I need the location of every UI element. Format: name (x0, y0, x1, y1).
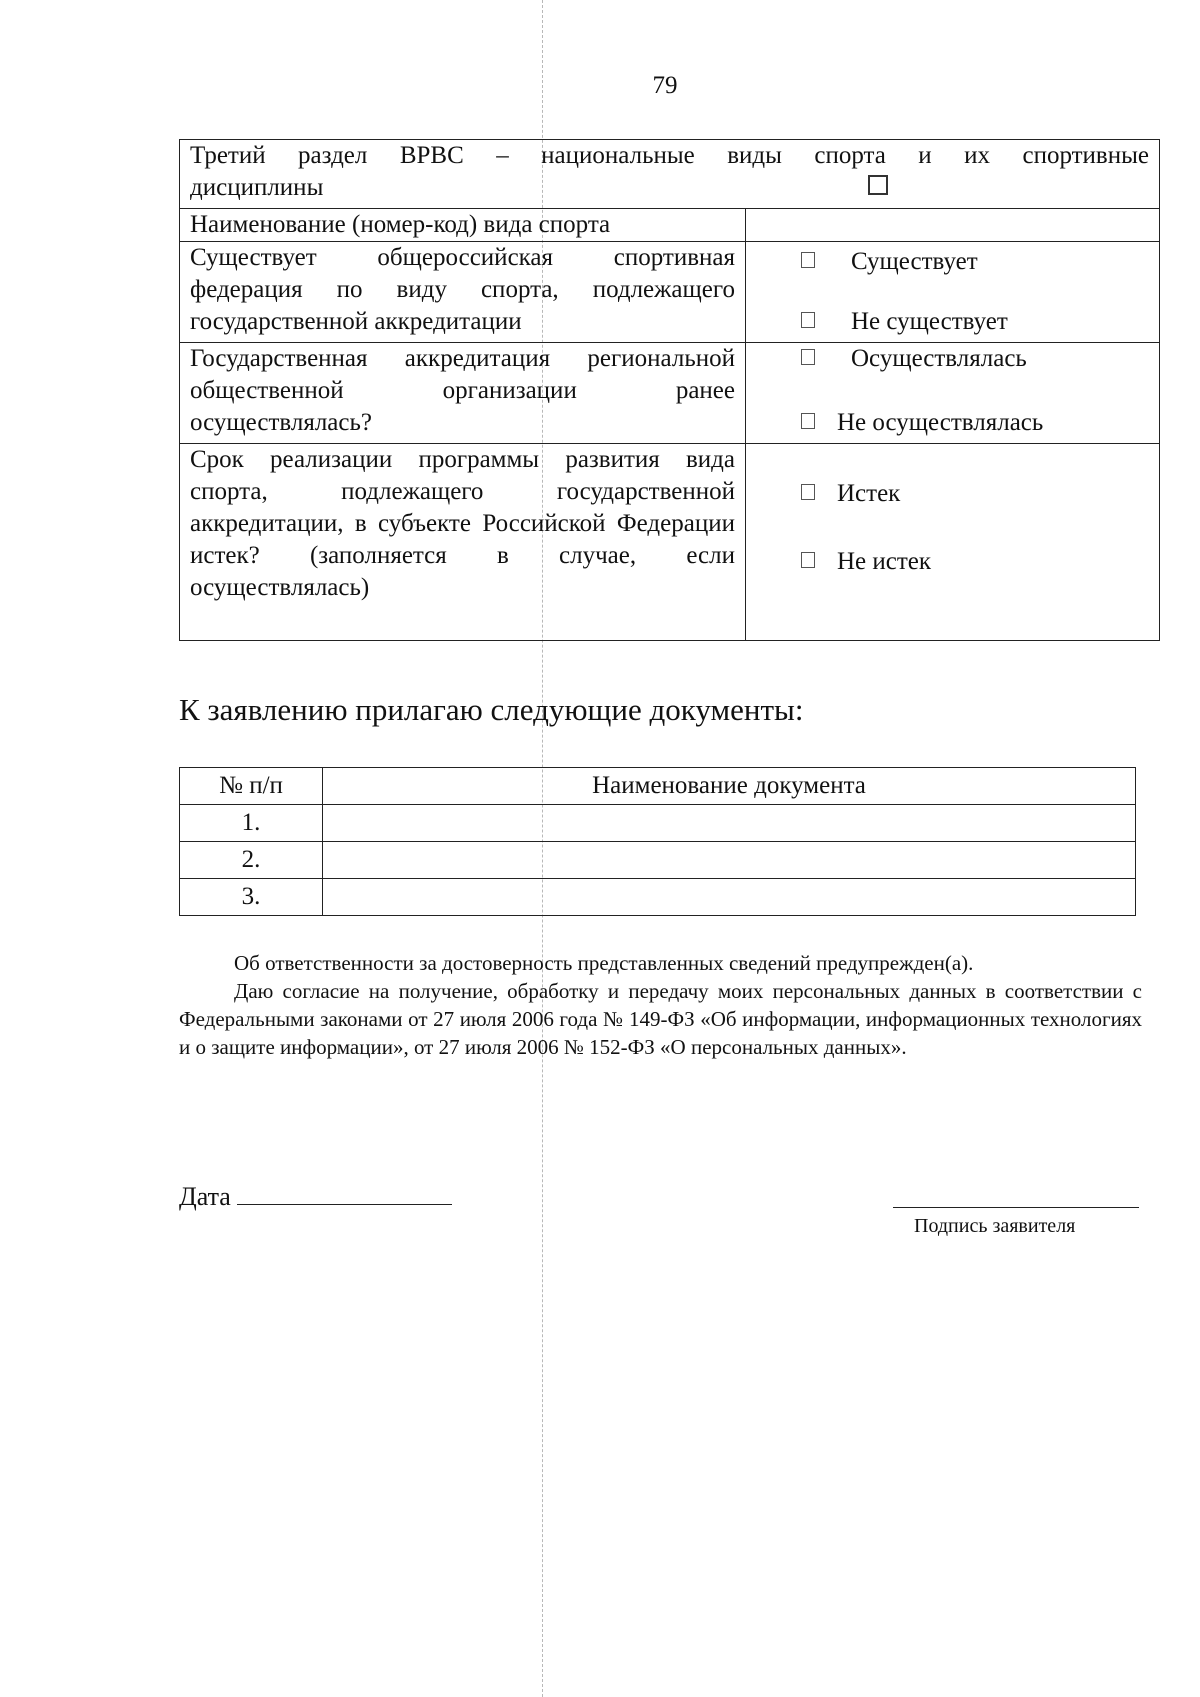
sport-name-input[interactable] (746, 209, 1160, 242)
checkbox-icon[interactable] (801, 552, 815, 568)
consent-statement: Даю согласие на получение, обработку и передачу моих персональных данных в соответствии с Федеральными законами от 27 июля 2006 года № 149-ФЗ «Об информации, информационных технологиях и о защите информации», от 27 июля 2006 № 152-ФЗ «О персональных данных». (179, 979, 1142, 1059)
checkbox-icon[interactable] (801, 413, 815, 429)
column-header-number: № п/п (180, 768, 323, 805)
date-input[interactable] (237, 1180, 452, 1205)
date-label: Дата (179, 1182, 231, 1211)
table-row (180, 805, 1136, 842)
signature-label: Подпись заявителя (914, 1215, 1076, 1237)
table-header-row (180, 768, 1136, 805)
checkbox-icon[interactable] (801, 484, 815, 500)
document-name-input[interactable] (323, 842, 1136, 879)
program-question: Срок реализации программы развития вида спорта, подлежащего государственной аккредитации, в субъекте Российской Федерации истек? (заполняется в случае, если осуществлялась) (180, 444, 746, 641)
sport-name-label: Наименование (номер-код) вида спорта (180, 209, 746, 242)
section-title-line1: Третий раздел ВРВС – национальные виды спорта и их спортивные (190, 142, 1149, 169)
program-option-yes[interactable]: Истек (801, 478, 1159, 510)
column-header-name: Наименование документа (323, 768, 1136, 805)
federation-option-no[interactable]: Не существует (801, 306, 1159, 338)
checkbox-icon[interactable] (801, 349, 815, 365)
document-name-input[interactable] (323, 879, 1136, 916)
responsibility-statement: Об ответственности за достоверность представленных сведений предупрежден(а). (234, 951, 974, 975)
signature-input[interactable] (893, 1207, 1139, 1208)
row-number: 3. (180, 879, 323, 916)
section-title-line2: дисциплины (190, 174, 324, 201)
attachments-heading: К заявлению прилагаю следующие документы: (179, 692, 804, 727)
row-number: 1. (180, 805, 323, 842)
table-row (180, 842, 1136, 879)
date-field (179, 1180, 452, 1212)
accreditation-option-no[interactable]: Не осуществлялась (801, 407, 1159, 439)
page-number: 79 (652, 72, 678, 99)
checkbox-icon[interactable] (801, 312, 815, 328)
sport-section-table (179, 139, 1160, 641)
row-number: 2. (180, 842, 323, 879)
checkbox-icon[interactable] (801, 252, 815, 268)
section-title-cell (180, 140, 1160, 209)
accreditation-question: Государственная аккредитация региональной общественной организации ранее осуществлялась? (180, 343, 746, 444)
document-name-input[interactable] (323, 805, 1136, 842)
federation-option-yes[interactable]: Существует (801, 246, 1159, 278)
documents-table (179, 767, 1136, 916)
federation-question: Существует общероссийская спортивная федерация по виду спорта, подлежащего государственной аккредитации (180, 242, 746, 343)
table-row (180, 879, 1136, 916)
section-checkbox[interactable] (868, 175, 888, 195)
accreditation-option-yes[interactable]: Осуществлялась (801, 343, 1159, 375)
program-option-no[interactable]: Не истек (801, 546, 1159, 578)
